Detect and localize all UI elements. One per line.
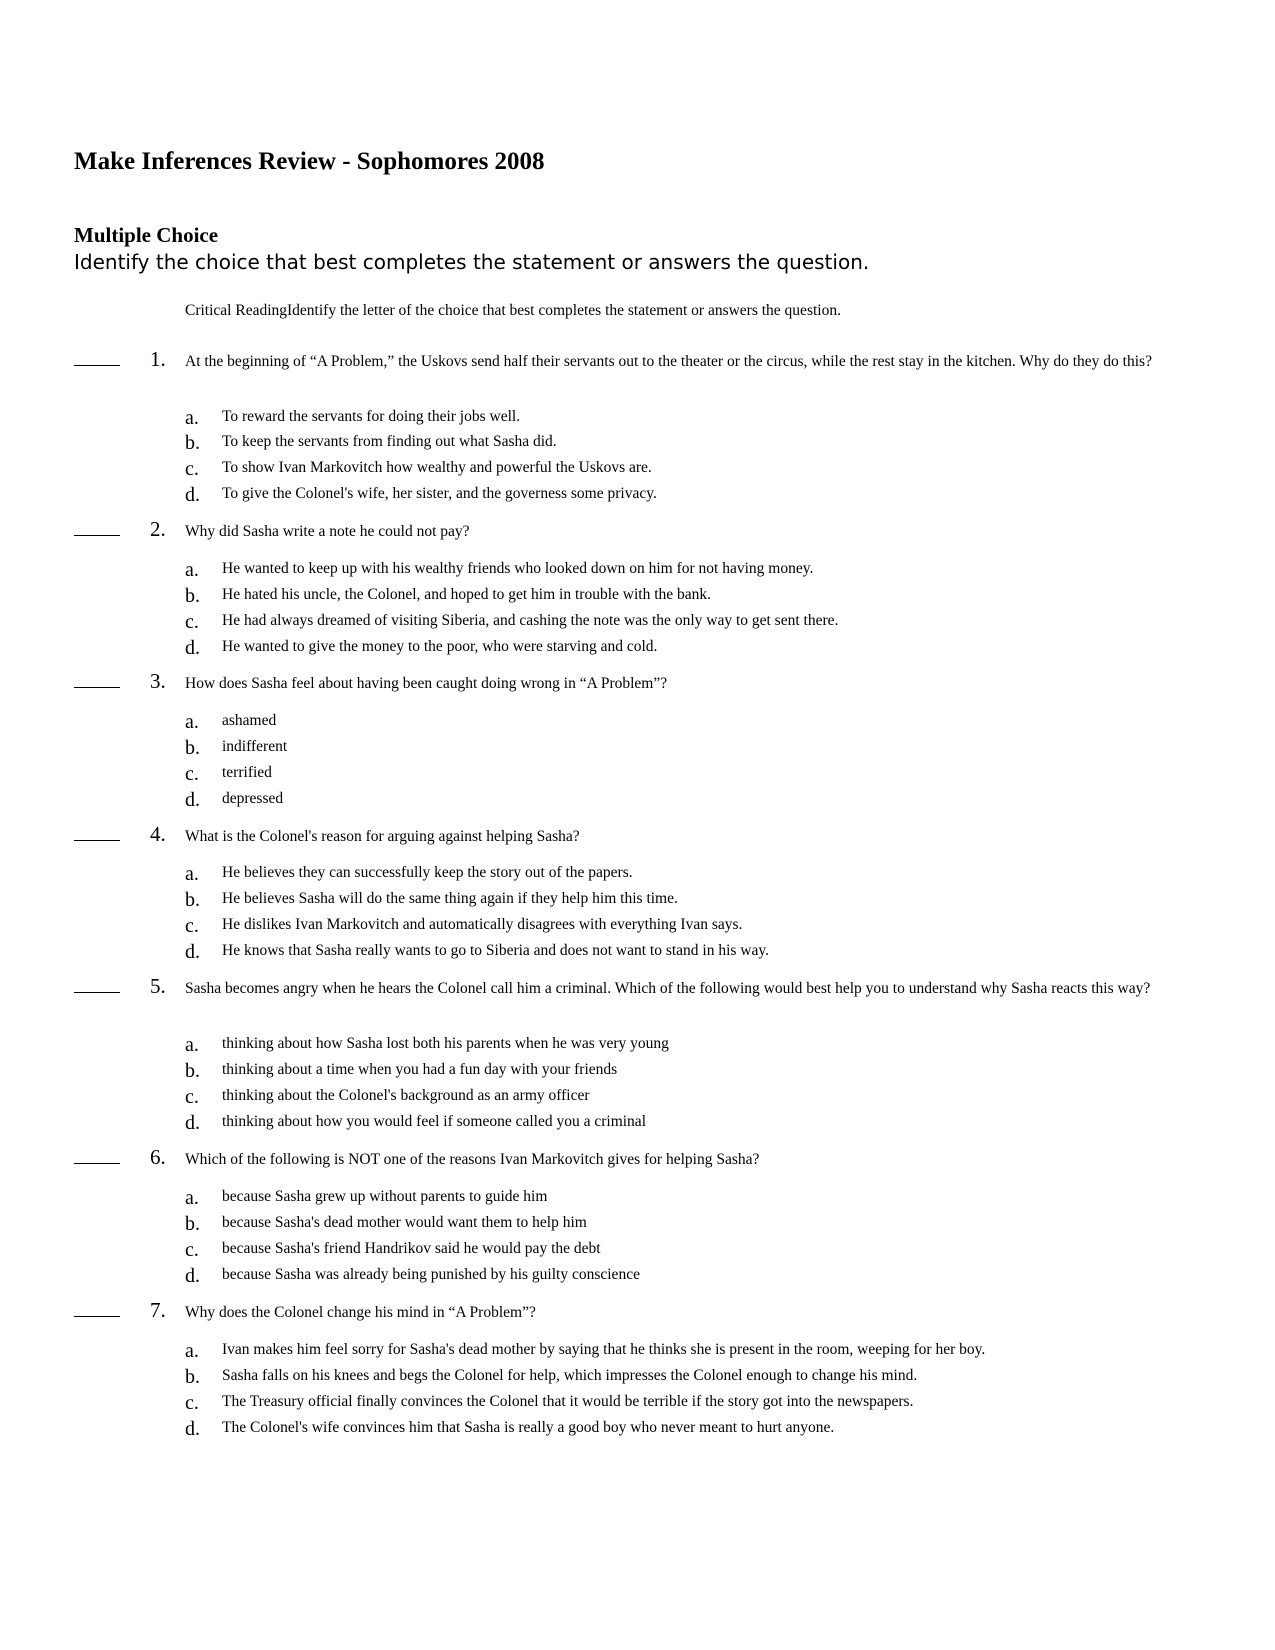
- choice-letter: a.: [185, 711, 199, 733]
- answer-blank[interactable]: [74, 687, 120, 688]
- choice-text: thinking about how you would feel if someone called you a criminal: [222, 1113, 646, 1130]
- choice-text: thinking about a time when you had a fun day with your friends: [222, 1061, 618, 1078]
- choice-text: The Colonel's wife convinces him that Sasha is really a good boy who never meant to hurt anyone.: [222, 1419, 835, 1436]
- question-text: Why does the Colonel change his mind in “A Problem”?: [185, 1304, 536, 1321]
- question-text: How does Sasha feel about having been caught doing wrong in “A Problem”?: [185, 675, 668, 692]
- choice-letter: a.: [185, 863, 199, 885]
- choice-letter: c.: [185, 1086, 199, 1108]
- choice-text: because Sasha was already being punished by his guilty conscience: [222, 1266, 640, 1283]
- choice-text: To give the Colonel's wife, her sister, and the governess some privacy.: [222, 485, 657, 502]
- answer-blank[interactable]: [74, 535, 120, 536]
- choice-text: To keep the servants from finding out what Sasha did.: [222, 433, 557, 450]
- question-number: 6.: [150, 1145, 166, 1169]
- choice-text: He wanted to keep up with his wealthy friends who looked down on him for not having money.: [222, 560, 814, 577]
- answer-blank[interactable]: [74, 840, 120, 841]
- question-number: 1.: [150, 347, 166, 371]
- choice-letter: b.: [185, 737, 200, 759]
- choice-letter: a.: [185, 1034, 199, 1056]
- choice-text: thinking about the Colonel's background as an army officer: [222, 1087, 590, 1104]
- choice-letter: b.: [185, 1213, 200, 1235]
- choice-text: To reward the servants for doing their jobs well.: [222, 408, 521, 425]
- question-text: What is the Colonel's reason for arguing against helping Sasha?: [185, 828, 580, 845]
- choice-text: Ivan makes him feel sorry for Sasha's dead mother by saying that he thinks she is present in the room, weeping for her boy.: [222, 1341, 986, 1358]
- question-number: 4.: [150, 822, 166, 846]
- choice-letter: c.: [185, 915, 199, 937]
- answer-blank[interactable]: [74, 1163, 120, 1164]
- choice-letter: b.: [185, 432, 200, 454]
- choice-letter: d.: [185, 1265, 200, 1287]
- choice-text: He believes Sasha will do the same thing again if they help him this time.: [222, 890, 678, 907]
- question-number: 7.: [150, 1298, 166, 1322]
- question-text: Why did Sasha write a note he could not pay?: [185, 523, 470, 540]
- choice-text: thinking about how Sasha lost both his parents when he was very young: [222, 1035, 669, 1052]
- question-text: Which of the following is NOT one of the reasons Ivan Markovitch gives for helping Sasha?: [185, 1151, 760, 1168]
- choice-text: depressed: [222, 790, 284, 807]
- question-number: 2.: [150, 517, 166, 541]
- choice-letter: b.: [185, 889, 200, 911]
- choice-letter: d.: [185, 637, 200, 659]
- choice-letter: a.: [185, 1340, 199, 1362]
- answer-blank[interactable]: [74, 992, 120, 993]
- choice-text: ashamed: [222, 712, 277, 729]
- choice-letter: d.: [185, 1112, 200, 1134]
- choice-letter: a.: [185, 559, 199, 581]
- choice-letter: c.: [185, 458, 199, 480]
- choice-letter: d.: [185, 941, 200, 963]
- section-title: Multiple Choice: [74, 223, 219, 247]
- question-number: 5.: [150, 974, 166, 998]
- choice-letter: b.: [185, 585, 200, 607]
- question-number: 3.: [150, 669, 166, 693]
- answer-blank[interactable]: [74, 1316, 120, 1317]
- section-subtitle: Identify the choice that best completes the statement or answers the question.: [74, 250, 870, 274]
- choice-text: He knows that Sasha really wants to go to Siberia and does not want to stand in his way.: [222, 942, 770, 959]
- choice-letter: c.: [185, 1239, 199, 1261]
- choice-letter: a.: [185, 407, 199, 429]
- choice-text: The Treasury official finally convinces the Colonel that it would be terrible if the story got into the newspapers.: [222, 1393, 914, 1410]
- choice-text: He dislikes Ivan Markovitch and automatically disagrees with everything Ivan says.: [222, 916, 743, 933]
- question-text: At the beginning of “A Problem,” the Uskovs send half their servants out to the theater or the circus, while the rest stay in the kitchen. Why do they do this?: [185, 353, 1152, 370]
- answer-blank[interactable]: [74, 365, 120, 366]
- choice-letter: a.: [185, 1187, 199, 1209]
- choice-text: indifferent: [222, 738, 288, 755]
- choice-text: because Sasha's friend Handrikov said he would pay the debt: [222, 1240, 601, 1257]
- choice-letter: c.: [185, 611, 199, 633]
- choice-text: He wanted to give the money to the poor, who were starving and cold.: [222, 638, 658, 655]
- choice-text: because Sasha's dead mother would want them to help him: [222, 1214, 587, 1231]
- choice-text: He believes they can successfully keep the story out of the papers.: [222, 864, 633, 881]
- choice-letter: c.: [185, 763, 199, 785]
- choice-text: He hated his uncle, the Colonel, and hoped to get him in trouble with the bank.: [222, 586, 712, 603]
- choice-text: He had always dreamed of visiting Siberia, and cashing the note was the only way to get sent there.: [222, 612, 839, 629]
- choice-text: To show Ivan Markovitch how wealthy and powerful the Uskovs are.: [222, 459, 652, 476]
- choice-letter: d.: [185, 484, 200, 506]
- choice-text: terrified: [222, 764, 272, 781]
- section-instruction: Critical ReadingIdentify the letter of the choice that best completes the statement or answers the question.: [185, 302, 841, 319]
- question-text: Sasha becomes angry when he hears the Colonel call him a criminal. Which of the following would best help you to understand why Sasha reacts this way?: [185, 980, 1151, 997]
- choice-letter: b.: [185, 1060, 200, 1082]
- choice-letter: b.: [185, 1366, 200, 1388]
- choice-letter: d.: [185, 1418, 200, 1440]
- choice-text: because Sasha grew up without parents to guide him: [222, 1188, 548, 1205]
- choice-letter: d.: [185, 789, 200, 811]
- page-title: Make Inferences Review - Sophomores 2008: [74, 148, 545, 175]
- choice-text: Sasha falls on his knees and begs the Colonel for help, which impresses the Colonel enough to change his mind.: [222, 1367, 918, 1384]
- choice-letter: c.: [185, 1392, 199, 1414]
